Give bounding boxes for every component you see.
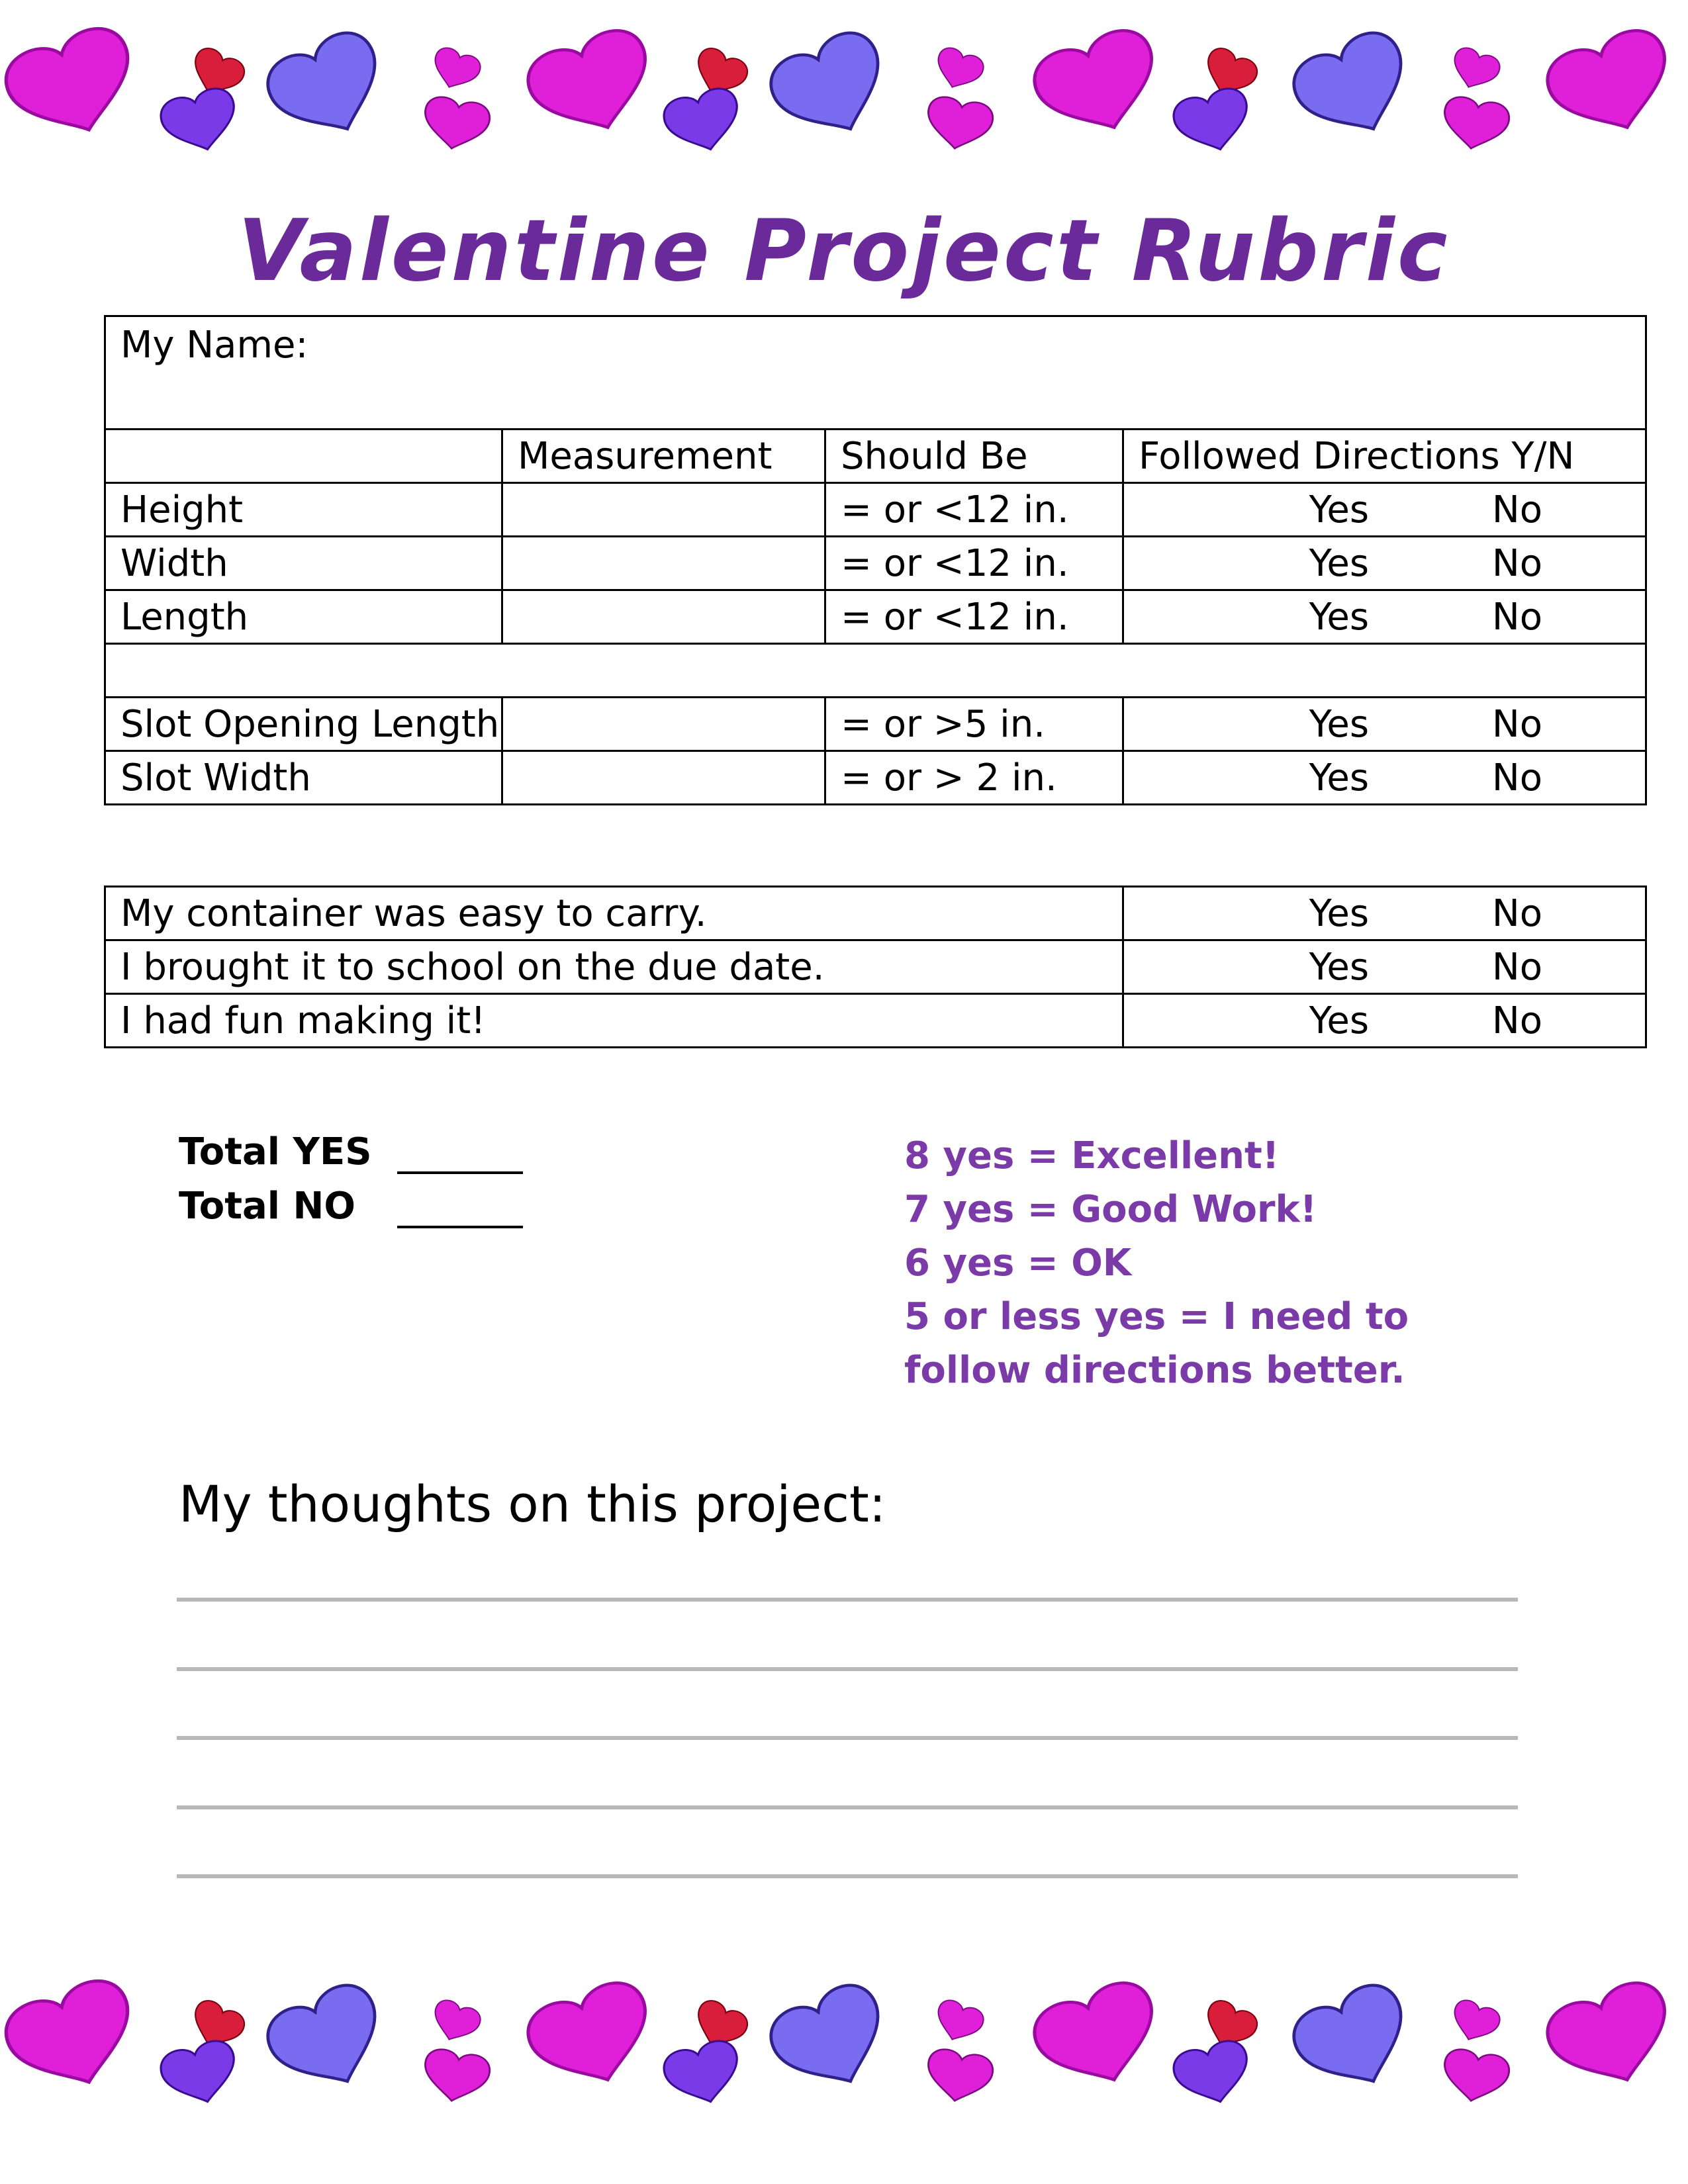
measurement-table — [104, 315, 1647, 805]
yes-no-cell — [1123, 698, 1646, 751]
should-be-cell: = or <12 in. — [825, 483, 1123, 537]
table-row — [105, 887, 1646, 940]
yes-option[interactable]: Yes — [1309, 541, 1369, 585]
spacer-cell — [105, 644, 1646, 698]
measurement-cell[interactable] — [502, 483, 825, 537]
no-option[interactable]: No — [1491, 702, 1542, 746]
scale-item: 7 yes = Good Work! — [904, 1188, 1317, 1231]
name-field[interactable] — [105, 316, 1646, 430]
total-no-blank[interactable] — [397, 1185, 523, 1228]
yes-no-cell — [1123, 483, 1646, 537]
measurement-cell[interactable] — [502, 590, 825, 644]
statement-label: My container was easy to carry. — [105, 887, 1123, 940]
writing-line[interactable] — [177, 1736, 1518, 1740]
header-measurement: Measurement — [502, 430, 825, 483]
header-row — [105, 430, 1646, 483]
statement-label: I brought it to school on the due date. — [105, 940, 1123, 994]
table-row — [105, 698, 1646, 751]
should-be-cell: = or >5 in. — [825, 698, 1123, 751]
yes-no-cell — [1123, 887, 1646, 940]
grading-scale — [904, 1129, 1540, 1397]
should-be-cell: = or <12 in. — [825, 537, 1123, 590]
total-yes-row — [179, 1130, 523, 1185]
table-row — [105, 483, 1646, 537]
scale-item: 8 yes = Excellent! — [904, 1134, 1280, 1177]
no-option[interactable]: No — [1491, 891, 1542, 935]
header-followed-directions: Followed Directions Y/N — [1123, 430, 1646, 483]
writing-line[interactable] — [177, 1598, 1518, 1602]
name-row — [105, 316, 1646, 430]
scale-item: 5 or less yes = I need to follow directions better. — [904, 1295, 1409, 1392]
total-no-row — [179, 1185, 523, 1239]
yes-option[interactable]: Yes — [1309, 945, 1369, 989]
yes-option[interactable]: Yes — [1309, 999, 1369, 1042]
spacer-row — [105, 644, 1646, 698]
yes-option[interactable]: Yes — [1309, 702, 1369, 746]
measurement-cell[interactable] — [502, 698, 825, 751]
yes-no-cell — [1123, 751, 1646, 805]
no-option[interactable]: No — [1491, 541, 1542, 585]
no-option[interactable]: No — [1491, 595, 1542, 639]
writing-line[interactable] — [177, 1667, 1518, 1671]
table-row — [105, 940, 1646, 994]
heart-border-top — [0, 20, 1688, 172]
total-no-label: Total NO — [179, 1185, 355, 1228]
thoughts-label: My thoughts on this project: — [179, 1475, 886, 1533]
row-label: Slot Width — [105, 751, 502, 805]
writing-line[interactable] — [177, 1805, 1518, 1809]
yes-no-cell — [1123, 994, 1646, 1048]
totals-block — [179, 1130, 523, 1239]
total-yes-blank[interactable] — [397, 1130, 523, 1174]
yes-option[interactable]: Yes — [1309, 595, 1369, 639]
should-be-cell: = or <12 in. — [825, 590, 1123, 644]
heart-border-bottom — [0, 1972, 1688, 2124]
no-option[interactable]: No — [1491, 488, 1542, 531]
row-label: Width — [105, 537, 502, 590]
row-label: Length — [105, 590, 502, 644]
row-label: Slot Opening Length — [105, 698, 502, 751]
statement-table — [104, 886, 1647, 1048]
scale-item: 6 yes = OK — [904, 1242, 1132, 1285]
no-option[interactable]: No — [1491, 756, 1542, 799]
yes-no-cell — [1123, 537, 1646, 590]
measurement-cell[interactable] — [502, 537, 825, 590]
table-row — [105, 751, 1646, 805]
name-label: My Name: — [120, 324, 308, 367]
no-option[interactable]: No — [1491, 945, 1542, 989]
table-row — [105, 994, 1646, 1048]
header-should-be: Should Be — [825, 430, 1123, 483]
no-option[interactable]: No — [1491, 999, 1542, 1042]
total-yes-label: Total YES — [179, 1130, 372, 1173]
table-row — [105, 537, 1646, 590]
header-cell — [105, 430, 502, 483]
yes-option[interactable]: Yes — [1309, 488, 1369, 531]
yes-no-cell — [1123, 940, 1646, 994]
yes-option[interactable]: Yes — [1309, 891, 1369, 935]
table-row — [105, 590, 1646, 644]
yes-option[interactable]: Yes — [1309, 756, 1369, 799]
statement-label: I had fun making it! — [105, 994, 1123, 1048]
should-be-cell: = or > 2 in. — [825, 751, 1123, 805]
row-label: Height — [105, 483, 502, 537]
writing-line[interactable] — [177, 1874, 1518, 1878]
yes-no-cell — [1123, 590, 1646, 644]
page-title: Valentine Project Rubric — [238, 202, 1450, 300]
measurement-cell[interactable] — [502, 751, 825, 805]
